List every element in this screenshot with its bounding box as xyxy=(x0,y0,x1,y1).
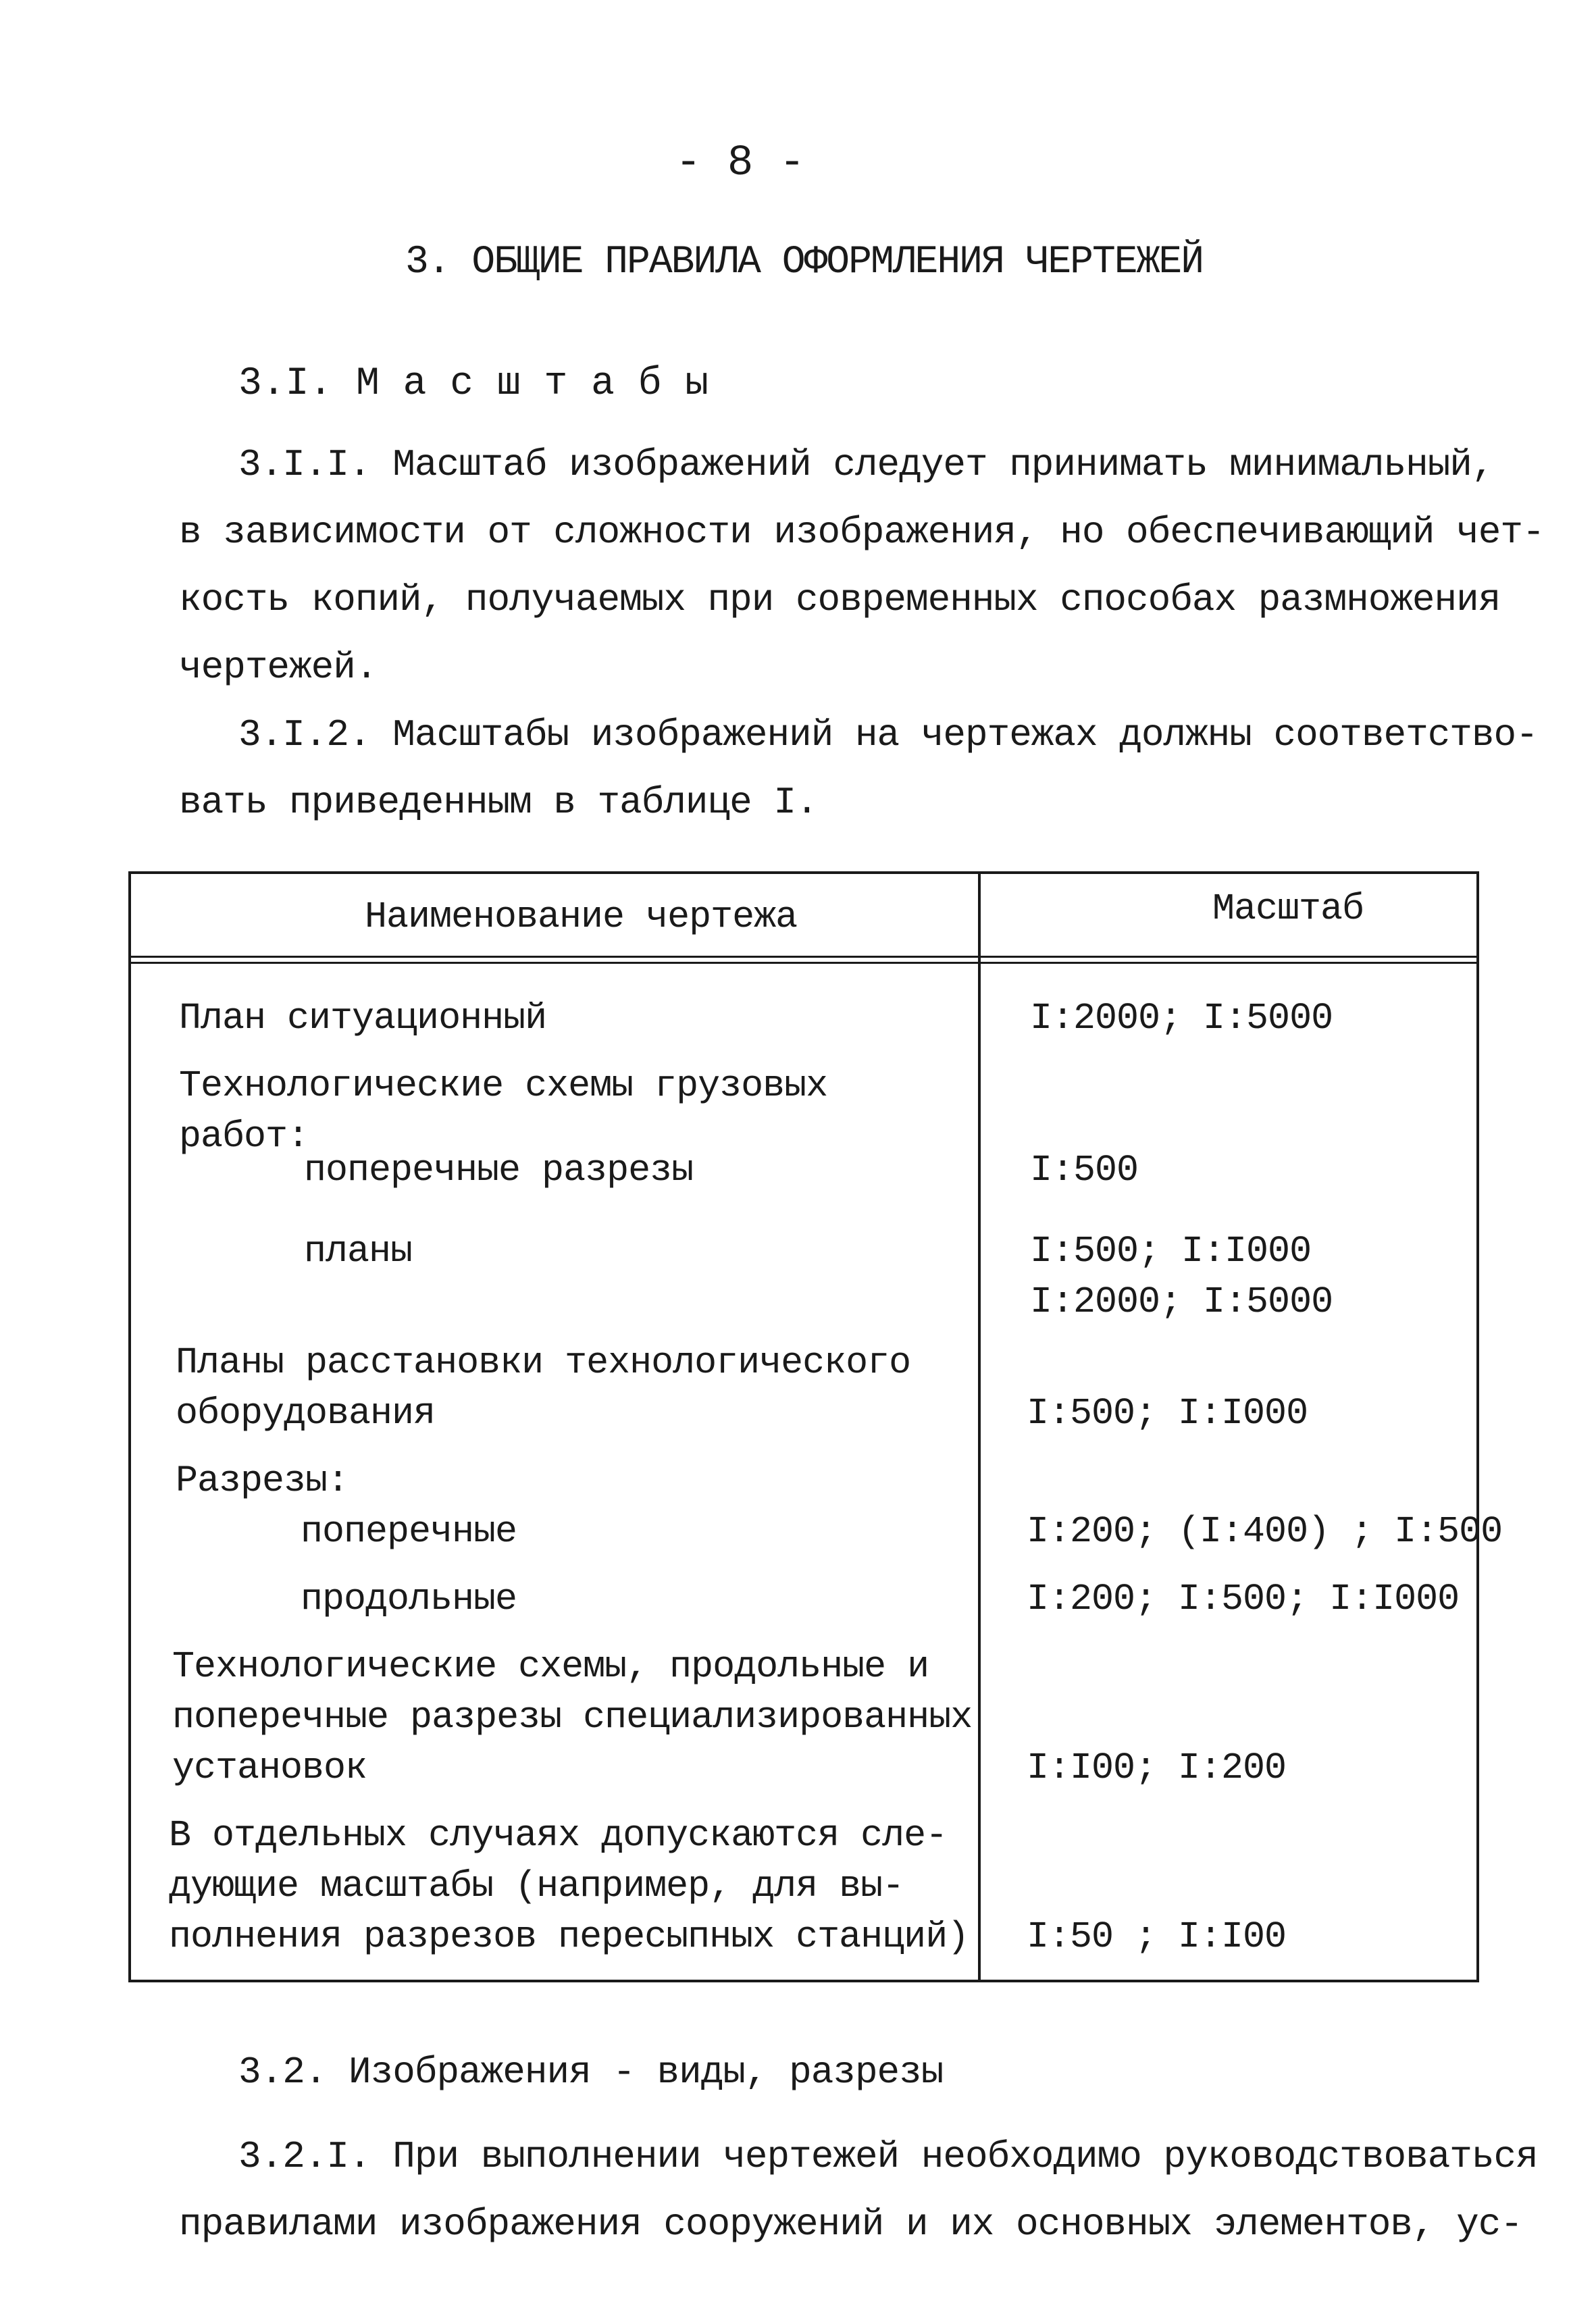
table-cell-scale: I:500; I:I000 xyxy=(1027,1392,1308,1435)
subsection-title: 3.2. Изображения - виды, разрезы xyxy=(238,2051,944,2094)
table-cell-name: План ситуационный xyxy=(179,997,547,1039)
table-cell-name: В отдельных случаях допускаются сле- xyxy=(169,1814,948,1857)
table-cell-scale: I:I00; I:200 xyxy=(1027,1747,1287,1789)
table-cell-scale: I:50 ; I:I00 xyxy=(1027,1916,1287,1958)
table-cell-name: установок xyxy=(172,1747,367,1789)
table-cell-scale: I:200; (I:400) ; I:500 xyxy=(1027,1510,1503,1553)
table-cell-name: продольные xyxy=(301,1578,517,1620)
table-cell-name: Технологические схемы, продольные и xyxy=(172,1645,929,1688)
section-title: 3. ОБЩИЕ ПРАВИЛА ОФОРМЛЕНИЯ ЧЕРТЕЖЕЙ xyxy=(405,240,1204,284)
table-header-separator xyxy=(128,962,1479,964)
table-cell-name: поперечные разрезы xyxy=(304,1149,694,1191)
table-cell-name: поперечные разрезы специализированных xyxy=(172,1696,973,1739)
paragraph-line: 3.I.I. Масштаб изображений следует принимать минимальный, xyxy=(238,443,1494,486)
table-header-separator xyxy=(128,956,1479,958)
table-cell-scale: I:500; I:I000 xyxy=(1030,1230,1312,1272)
table-header-name: Наименование чертежа xyxy=(365,896,798,938)
scales-table xyxy=(128,871,1503,1982)
table-cell-scale: I:200; I:500; I:I000 xyxy=(1027,1578,1460,1620)
paragraph-line: правилами изображения сооружений и их основных элементов, ус- xyxy=(179,2203,1522,2246)
table-cell-name: дующие масштабы (например, для вы- xyxy=(169,1865,904,1907)
table-cell-name: Планы расстановки технологического xyxy=(176,1341,911,1384)
table-cell-name: поперечные xyxy=(301,1510,517,1553)
table-cell-name: Технологические схемы грузовых xyxy=(179,1064,828,1107)
table-border-right xyxy=(1476,871,1479,1982)
table-border-left xyxy=(128,871,131,1982)
page-number: - 8 - xyxy=(675,139,806,188)
table-column-divider xyxy=(978,871,981,1982)
table-border-top xyxy=(128,871,1479,874)
paragraph-line: 3.2.I. При выполнении чертежей необходимо руководствоваться xyxy=(238,2135,1538,2178)
table-header-scale: Масштаб xyxy=(1212,888,1364,930)
paragraph-line: вать приведенным в таблице I. xyxy=(179,781,818,824)
subsection-title: 3.I. М а с ш т а б ы xyxy=(238,362,709,406)
paragraph-line: 3.I.2. Масштабы изображений на чертежах должны соответство- xyxy=(238,713,1538,756)
table-cell-name: работ: xyxy=(179,1115,309,1158)
table-cell-name: планы xyxy=(304,1230,413,1272)
table-cell-name: полнения разрезов пересыпных станций) xyxy=(169,1916,969,1958)
table-cell-scale: I:2000; I:5000 xyxy=(1030,1281,1333,1323)
table-cell-scale: I:500 xyxy=(1030,1149,1139,1191)
table-cell-scale: I:2000; I:5000 xyxy=(1030,997,1333,1039)
paragraph-line: в зависимости от сложности изображения, но обеспечивающий чет- xyxy=(179,511,1545,554)
paragraph-line: кость копий, получаемых при современных способах размножения xyxy=(179,578,1501,621)
table-cell-name: Разрезы: xyxy=(176,1460,349,1502)
table-border-bottom xyxy=(128,1980,1479,1982)
paragraph-line: чертежей. xyxy=(179,646,378,689)
table-cell-name: оборудования xyxy=(176,1392,436,1435)
